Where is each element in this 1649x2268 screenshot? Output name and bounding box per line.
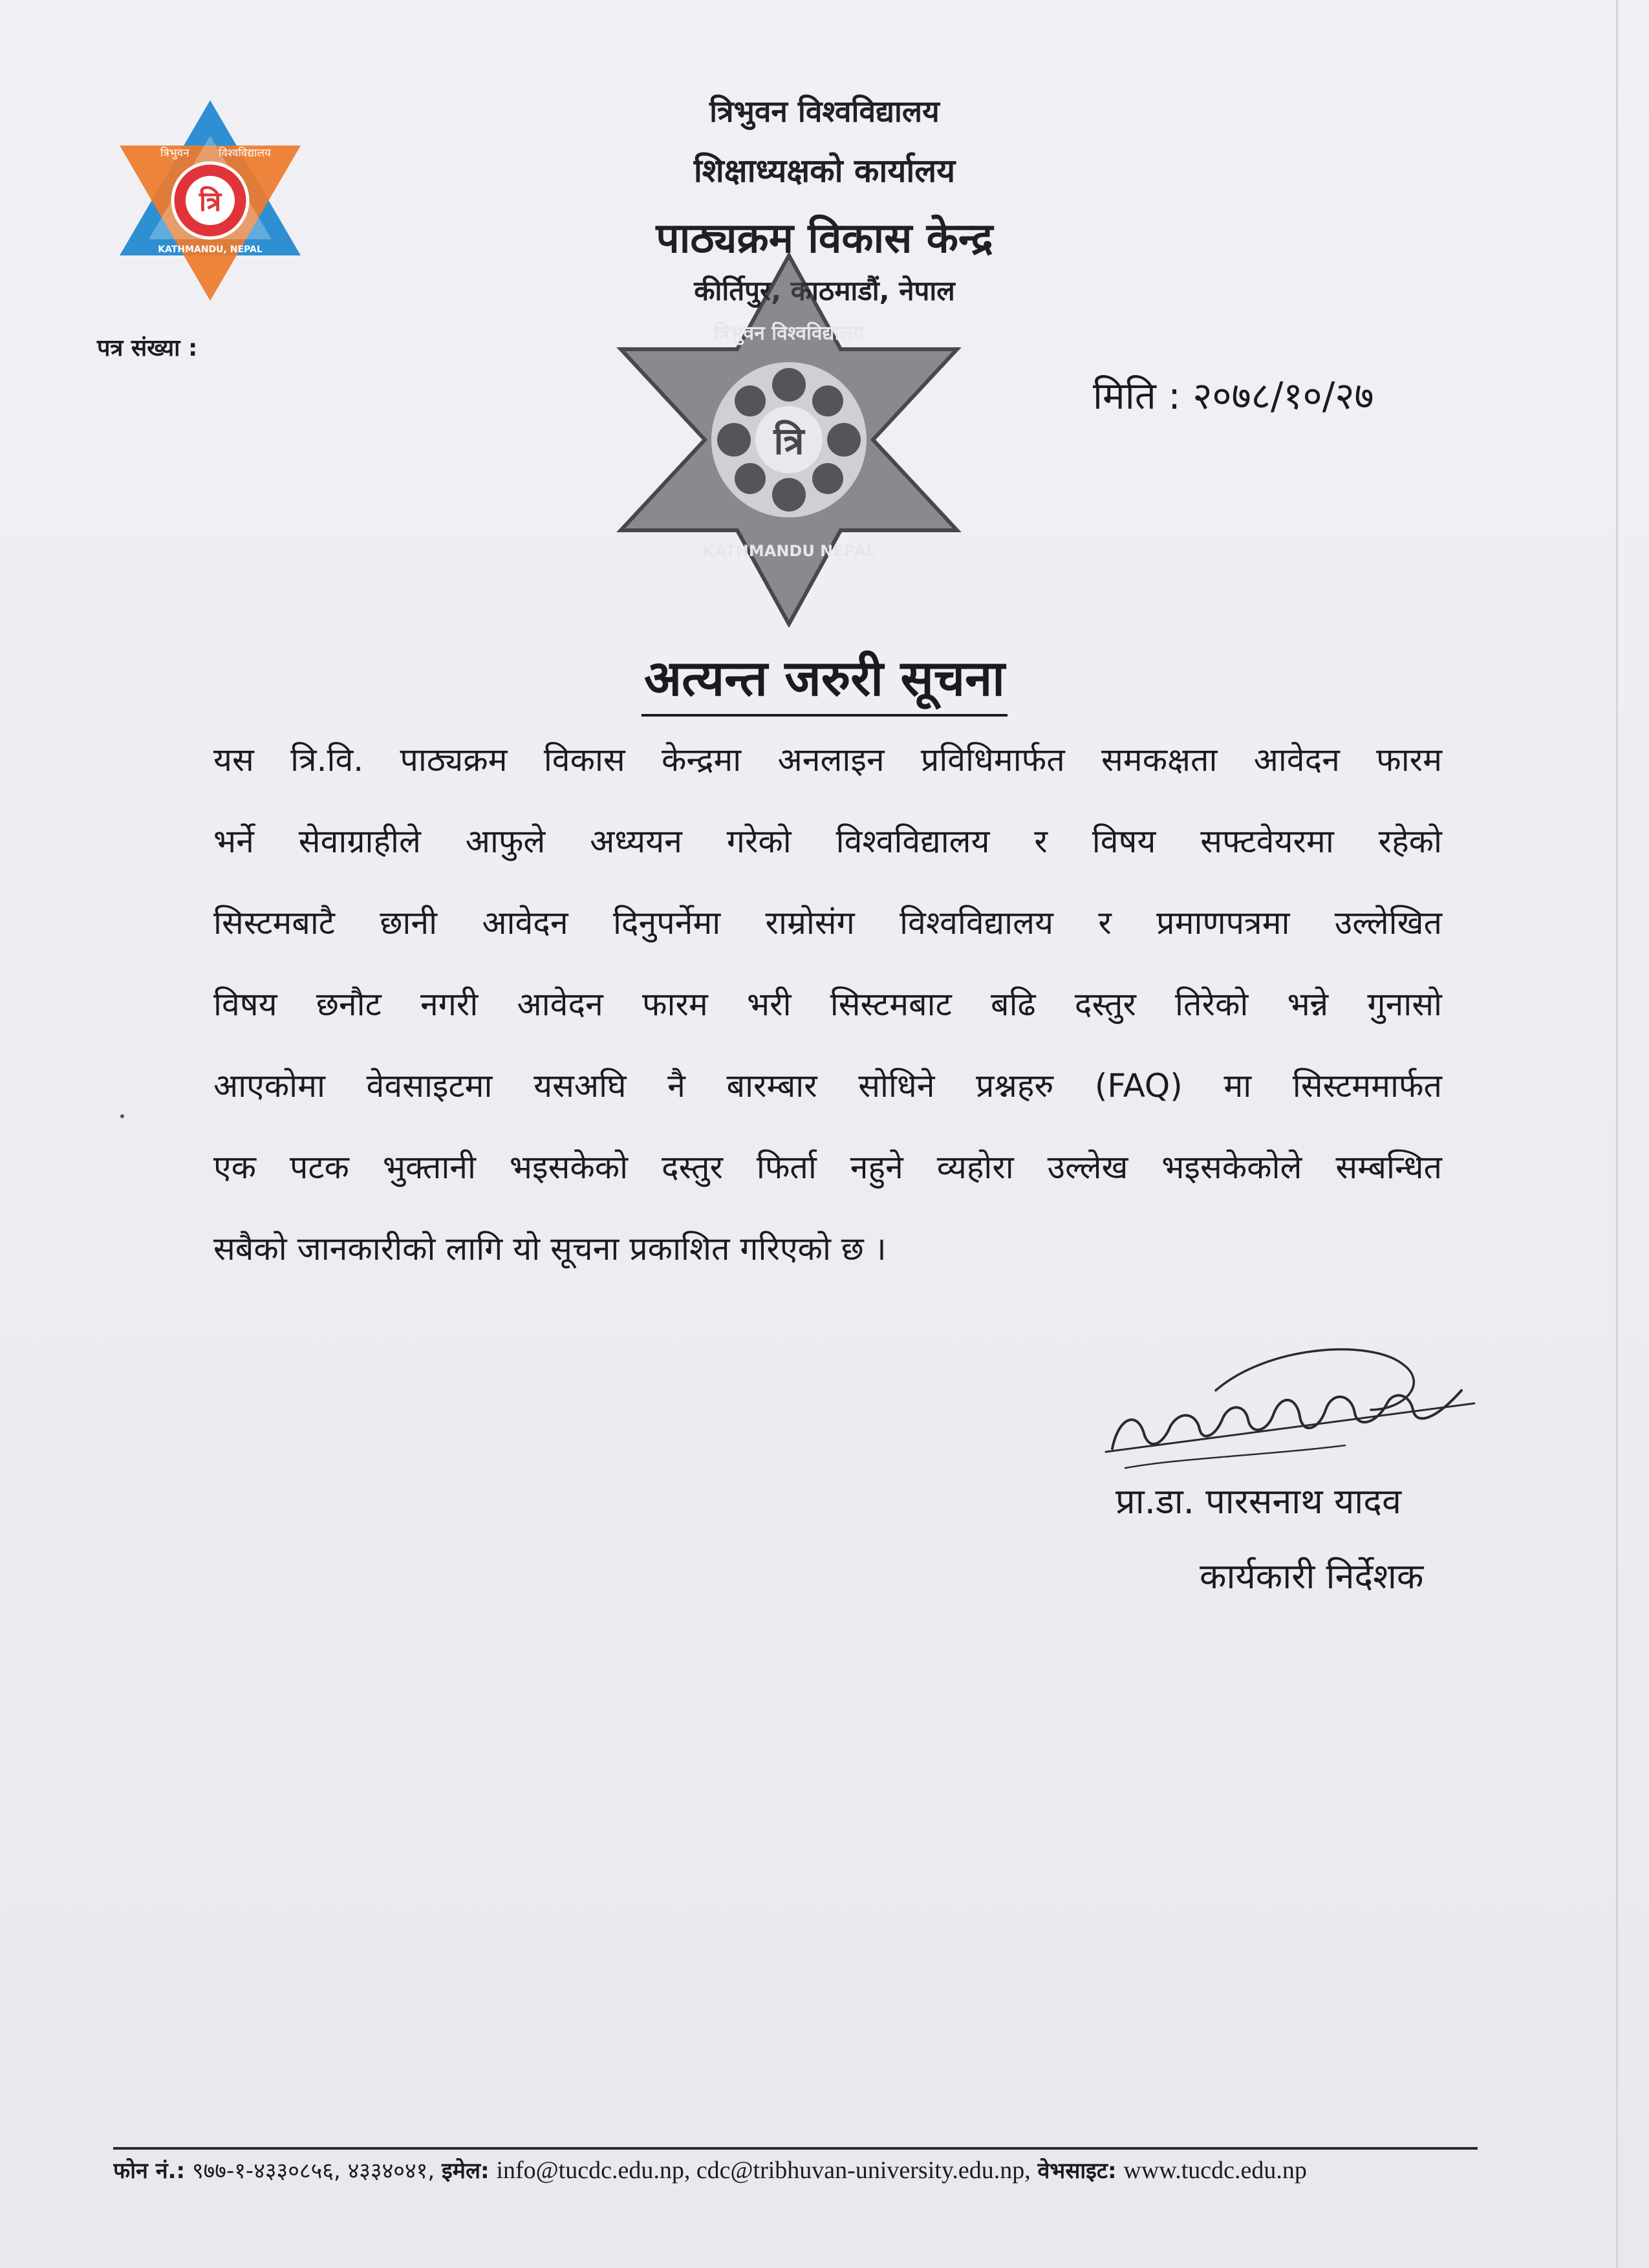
header-university: त्रिभुवन विश्वविद्यालय (709, 94, 940, 129)
signatory-title: कार्यकारी निर्देशक (1200, 1556, 1424, 1597)
handwritten-signature (1099, 1339, 1487, 1487)
scan-speck (120, 1114, 124, 1118)
notice-date: मिति : २०७८/१०/२७ (1093, 374, 1374, 418)
notice-line: आएकोमा वेवसाइटमा यसअघि नै बारम्बार सोधिने प्रश्नहरु (FAQ) मा सिस्टममार्फत (213, 1067, 1442, 1105)
logo-text-right: विश्वविद्यालय (219, 147, 271, 160)
footer-email: info@tucdc.edu.np, cdc@tribhuvan-university.edu.np, (496, 2157, 1031, 2184)
footer-divider (113, 2147, 1478, 2150)
footer-phone: ९७७-१-४३३०८५६, ४३३४०४१, (191, 2158, 435, 2184)
notice-line: विषय छनौट नगरी आवेदन फारम भरी सिस्टमबाट बढि दस्तुर तिरेको भन्ने गुनासो (213, 986, 1442, 1023)
notice-line: भर्ने सेवाग्राहीले आफुले अध्ययन गरेको विश्वविद्यालय र विषय सफ्टवेयरमा रहेको (213, 823, 1442, 860)
notice-line: सिस्टमबाटै छानी आवेदन दिनुपर्नेमा राम्रोसंग विश्वविद्यालय र प्रमाणपत्रमा उल्लेखित (213, 904, 1442, 942)
notice-title (0, 643, 1649, 717)
letter-number-label: पत्र संख्या : (97, 335, 198, 362)
header-center: पाठ्यक्रम विकास केन्द्र (656, 215, 993, 263)
logo-text-left: त्रिभुवन (160, 147, 189, 160)
footer-phone-label: फोन नं.: (113, 2158, 186, 2184)
footer-website-label: वेभसाइट: (1037, 2158, 1117, 2184)
logo-text-bottom: KATHMANDU, NEPAL (158, 244, 263, 255)
notice-line: एक पटक भुक्तानी भइसकेको दस्तुर फिर्ता नहुने व्यहोरा उल्लेख भइसकेकोले सम्बन्धित (213, 1149, 1442, 1186)
footer-contact (113, 2155, 1478, 2185)
notice-line: सबैको जानकारीको लागि यो सूचना प्रकाशित गरिएको छ । (213, 1230, 887, 1268)
footer-email-label: इमेल: (441, 2158, 490, 2184)
stamp-text-top: त्रिभुवन विश्वविद्यालय (714, 322, 864, 345)
footer-website: www.tucdc.edu.np (1123, 2157, 1307, 2184)
svg-text:त्रि: त्रि (199, 186, 222, 217)
stamp-text-bottom: KATHMANDU NEPAL (702, 542, 876, 560)
header-address: कीर्तिपुर, काठमाडौं, नेपाल (694, 275, 955, 307)
svg-text:त्रि: त्रि (773, 419, 804, 463)
header-office: शिक्षाध्यक्षको कार्यालय (693, 152, 956, 189)
signatory-name: प्रा.डा. पारसनाथ यादव (1116, 1481, 1401, 1522)
notice-title-text: अत्यन्त जरुरी सूचना (641, 643, 1008, 717)
notice-line: यस त्रि.वि. पाठ्यक्रम विकास केन्द्रमा अनलाइन प्रविधिमार्फत समकक्षता आवेदन फारम (213, 741, 1442, 779)
official-stamp (595, 252, 983, 627)
page-edge-shadow (1616, 0, 1618, 2268)
